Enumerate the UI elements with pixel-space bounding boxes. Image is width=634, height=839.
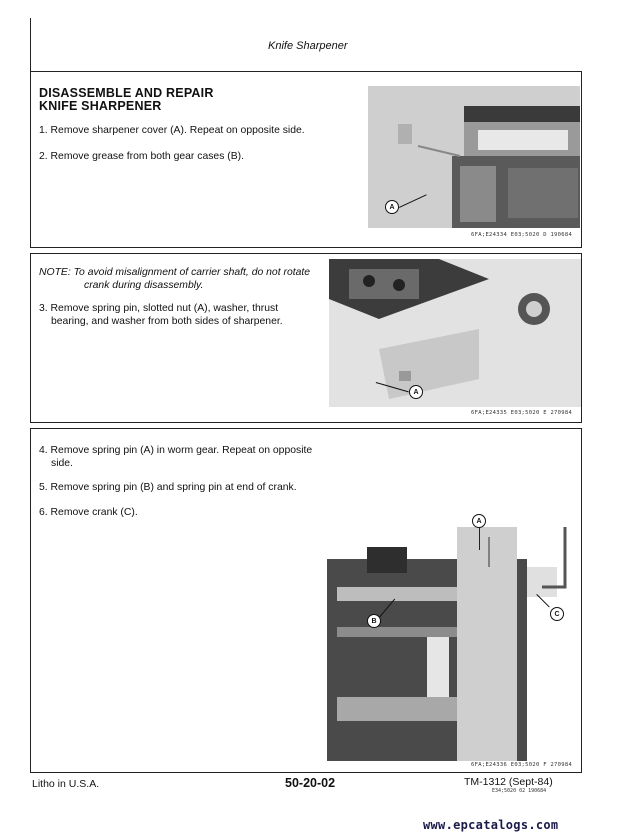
footer-page-number: 50-20-02	[285, 776, 336, 790]
callout-a: A	[385, 200, 399, 214]
photo-caption: 6FA;E24336 E03;5020 F 270984	[471, 762, 573, 768]
step-5: 5. Remove spring pin (B) and spring pin at end of crank.	[39, 482, 297, 493]
step-3-line1: 3. Remove spring pin, slotted nut (A), washer, thrust	[39, 303, 279, 314]
section-title-line1: DISASSEMBLE AND REPAIR	[39, 86, 214, 100]
step-1: 1. Remove sharpener cover (A). Repeat on opposite side.	[39, 125, 305, 136]
step-4-line1: 4. Remove spring pin (A) in worm gear. Repeat on opposite	[39, 445, 313, 456]
left-margin-rule	[30, 18, 31, 71]
section-worm-gear-crank	[30, 428, 582, 773]
section-title-line2: KNIFE SHARPENER	[39, 99, 162, 113]
page-header-title: Knife Sharpener	[268, 40, 348, 52]
footer-manual-id: TM-1312 (Sept-84)	[464, 776, 553, 788]
step-6: 6. Remove crank (C).	[39, 507, 138, 518]
step-2: 2. Remove grease from both gear cases (B).	[39, 151, 245, 162]
section-spring-pin-nut	[30, 253, 582, 423]
note-line2: crank during disassembly.	[84, 280, 204, 291]
footer-litho: Litho in U.S.A.	[32, 778, 100, 790]
worm-gear-crank-illustration	[327, 527, 581, 761]
step-3-line2: bearing, and washer from both sides of sharpener.	[51, 316, 283, 327]
callout-leader-a	[479, 528, 480, 550]
photo-caption: 6FA;E24334 E03;5020 D 190684	[471, 232, 573, 238]
photo-worm-gear-crank	[327, 527, 581, 761]
callout-a: A	[472, 514, 486, 528]
watermark-link[interactable]: www.epcatalogs.com	[423, 818, 559, 832]
photo-caption: 6FA;E24335 E03;5020 E 270984	[471, 410, 573, 416]
callout-c: C	[550, 607, 564, 621]
photo-slotted-nut	[329, 259, 581, 407]
callout-a: A	[409, 385, 423, 399]
note-line1: NOTE: To avoid misalignment of carrier shaft, do not rotate	[39, 267, 311, 278]
callout-b: B	[367, 614, 381, 628]
slotted-nut-illustration	[329, 259, 581, 407]
footer-code: E34;5020 02 190684	[492, 788, 547, 794]
section-disassemble	[30, 71, 582, 248]
step-4-line2: side.	[51, 458, 73, 469]
